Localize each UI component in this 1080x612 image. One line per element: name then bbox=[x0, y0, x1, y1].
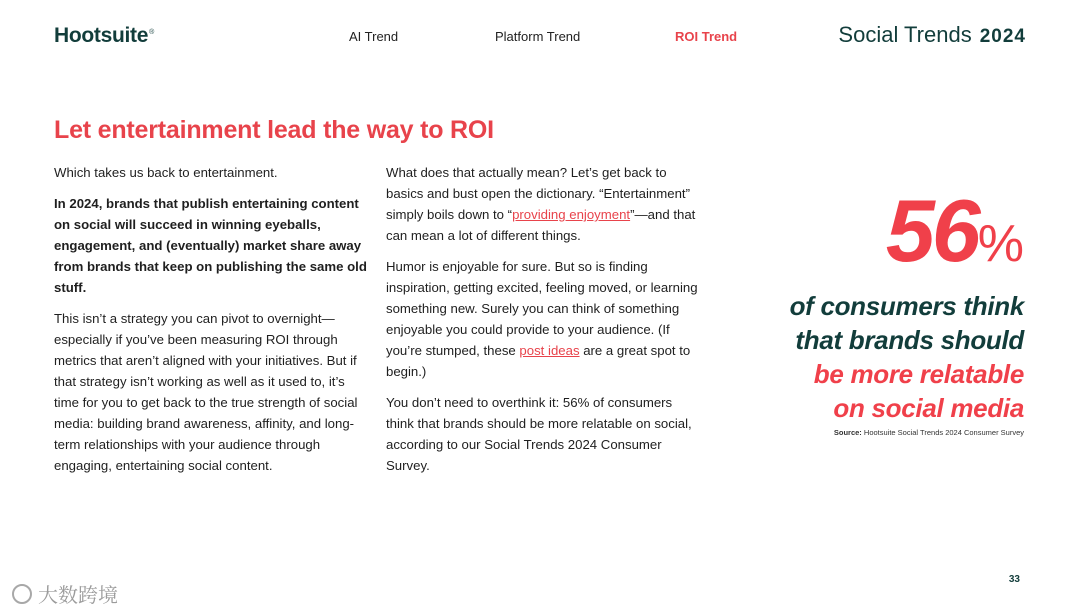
col2-p2-text-a: Humor is enjoyable for sure. But so is finding inspiration, getting excited, feeling moved, or learning something new. Surely you can think of something enjoyable you could provide to your audience. (If you’re stumped, these bbox=[386, 259, 698, 358]
stat-number bbox=[790, 181, 1024, 289]
watermark bbox=[12, 579, 118, 608]
nav-ai-trend[interactable]: AI Trend bbox=[349, 29, 399, 44]
nav-platform-trend[interactable]: Platform Trend bbox=[495, 29, 581, 44]
col2-p1-text-a: What does that actually mean? Let’s get back to basics and bust open the dictionary. “Entertainment” simply boils down to “ bbox=[386, 165, 690, 222]
source-label: Source: bbox=[833, 428, 862, 437]
page-title: Let entertainment lead the way to ROI bbox=[54, 116, 494, 144]
col1-intro: Which takes us back to entertainment. bbox=[54, 165, 278, 180]
stat-line-3: be more relatable bbox=[813, 359, 1024, 389]
stat-source bbox=[834, 428, 1024, 437]
col2-paragraph-2 bbox=[386, 256, 701, 382]
post-ideas-link[interactable]: post ideas bbox=[519, 343, 580, 358]
brand-title: Social Trends bbox=[838, 22, 972, 47]
left-column bbox=[54, 162, 369, 486]
providing-enjoyment-link[interactable]: providing enjoyment bbox=[512, 207, 631, 222]
registered-mark: ® bbox=[149, 29, 154, 36]
stat-line-2: that brands should bbox=[795, 325, 1024, 355]
source-text: Hootsuite Social Trends 2024 Consumer Survey bbox=[863, 428, 1024, 437]
col2-paragraph-3: You don’t need to overthink it: 56% of consumers think that brands should be more relatable on social, according to our Social Trends 2024 Consumer Survey. bbox=[386, 395, 692, 473]
hootsuite-logo bbox=[54, 24, 154, 48]
page-number: 33 bbox=[1008, 574, 1020, 585]
col1-bold-paragraph: In 2024, brands that publish entertaining content on social will succeed in winning eyeballs, engagement, and (eventually) market share away from brands that keep on publishing the same old stuff. bbox=[54, 196, 367, 295]
social-trends-brand bbox=[838, 22, 1026, 48]
col1-paragraph: This isn’t a strategy you can pivot to overnight—especially if you’ve been measuring ROI through metrics that aren’t aligned with your initiatives. But if that strategy isn’t working as well as it used to, it’s time for you to get back to the true strength of social media: building brand awareness, affinity, and long-term relationships with your audience through engaging, entertaining social content. bbox=[54, 311, 358, 473]
stat-value: 56 bbox=[885, 181, 978, 280]
watermark-logo-icon bbox=[12, 584, 32, 604]
nav-roi-trend[interactable]: ROI Trend bbox=[675, 29, 738, 44]
col2-paragraph-1 bbox=[386, 162, 701, 246]
col2-p2-text-b: are a great spot to begin.) bbox=[386, 343, 691, 379]
logo-text: Hootsuite bbox=[54, 24, 149, 47]
stat-callout bbox=[789, 181, 1024, 425]
stat-unit: % bbox=[977, 215, 1024, 273]
middle-column bbox=[386, 162, 701, 486]
watermark-text: 大数跨境 bbox=[38, 585, 118, 607]
brand-year: 2024 bbox=[979, 26, 1026, 47]
col2-p1-text-b: ”—and that can mean a lot of different things. bbox=[386, 207, 696, 243]
stat-line-4: on social media bbox=[833, 393, 1024, 423]
stat-line-1: of consumers think bbox=[789, 291, 1024, 321]
